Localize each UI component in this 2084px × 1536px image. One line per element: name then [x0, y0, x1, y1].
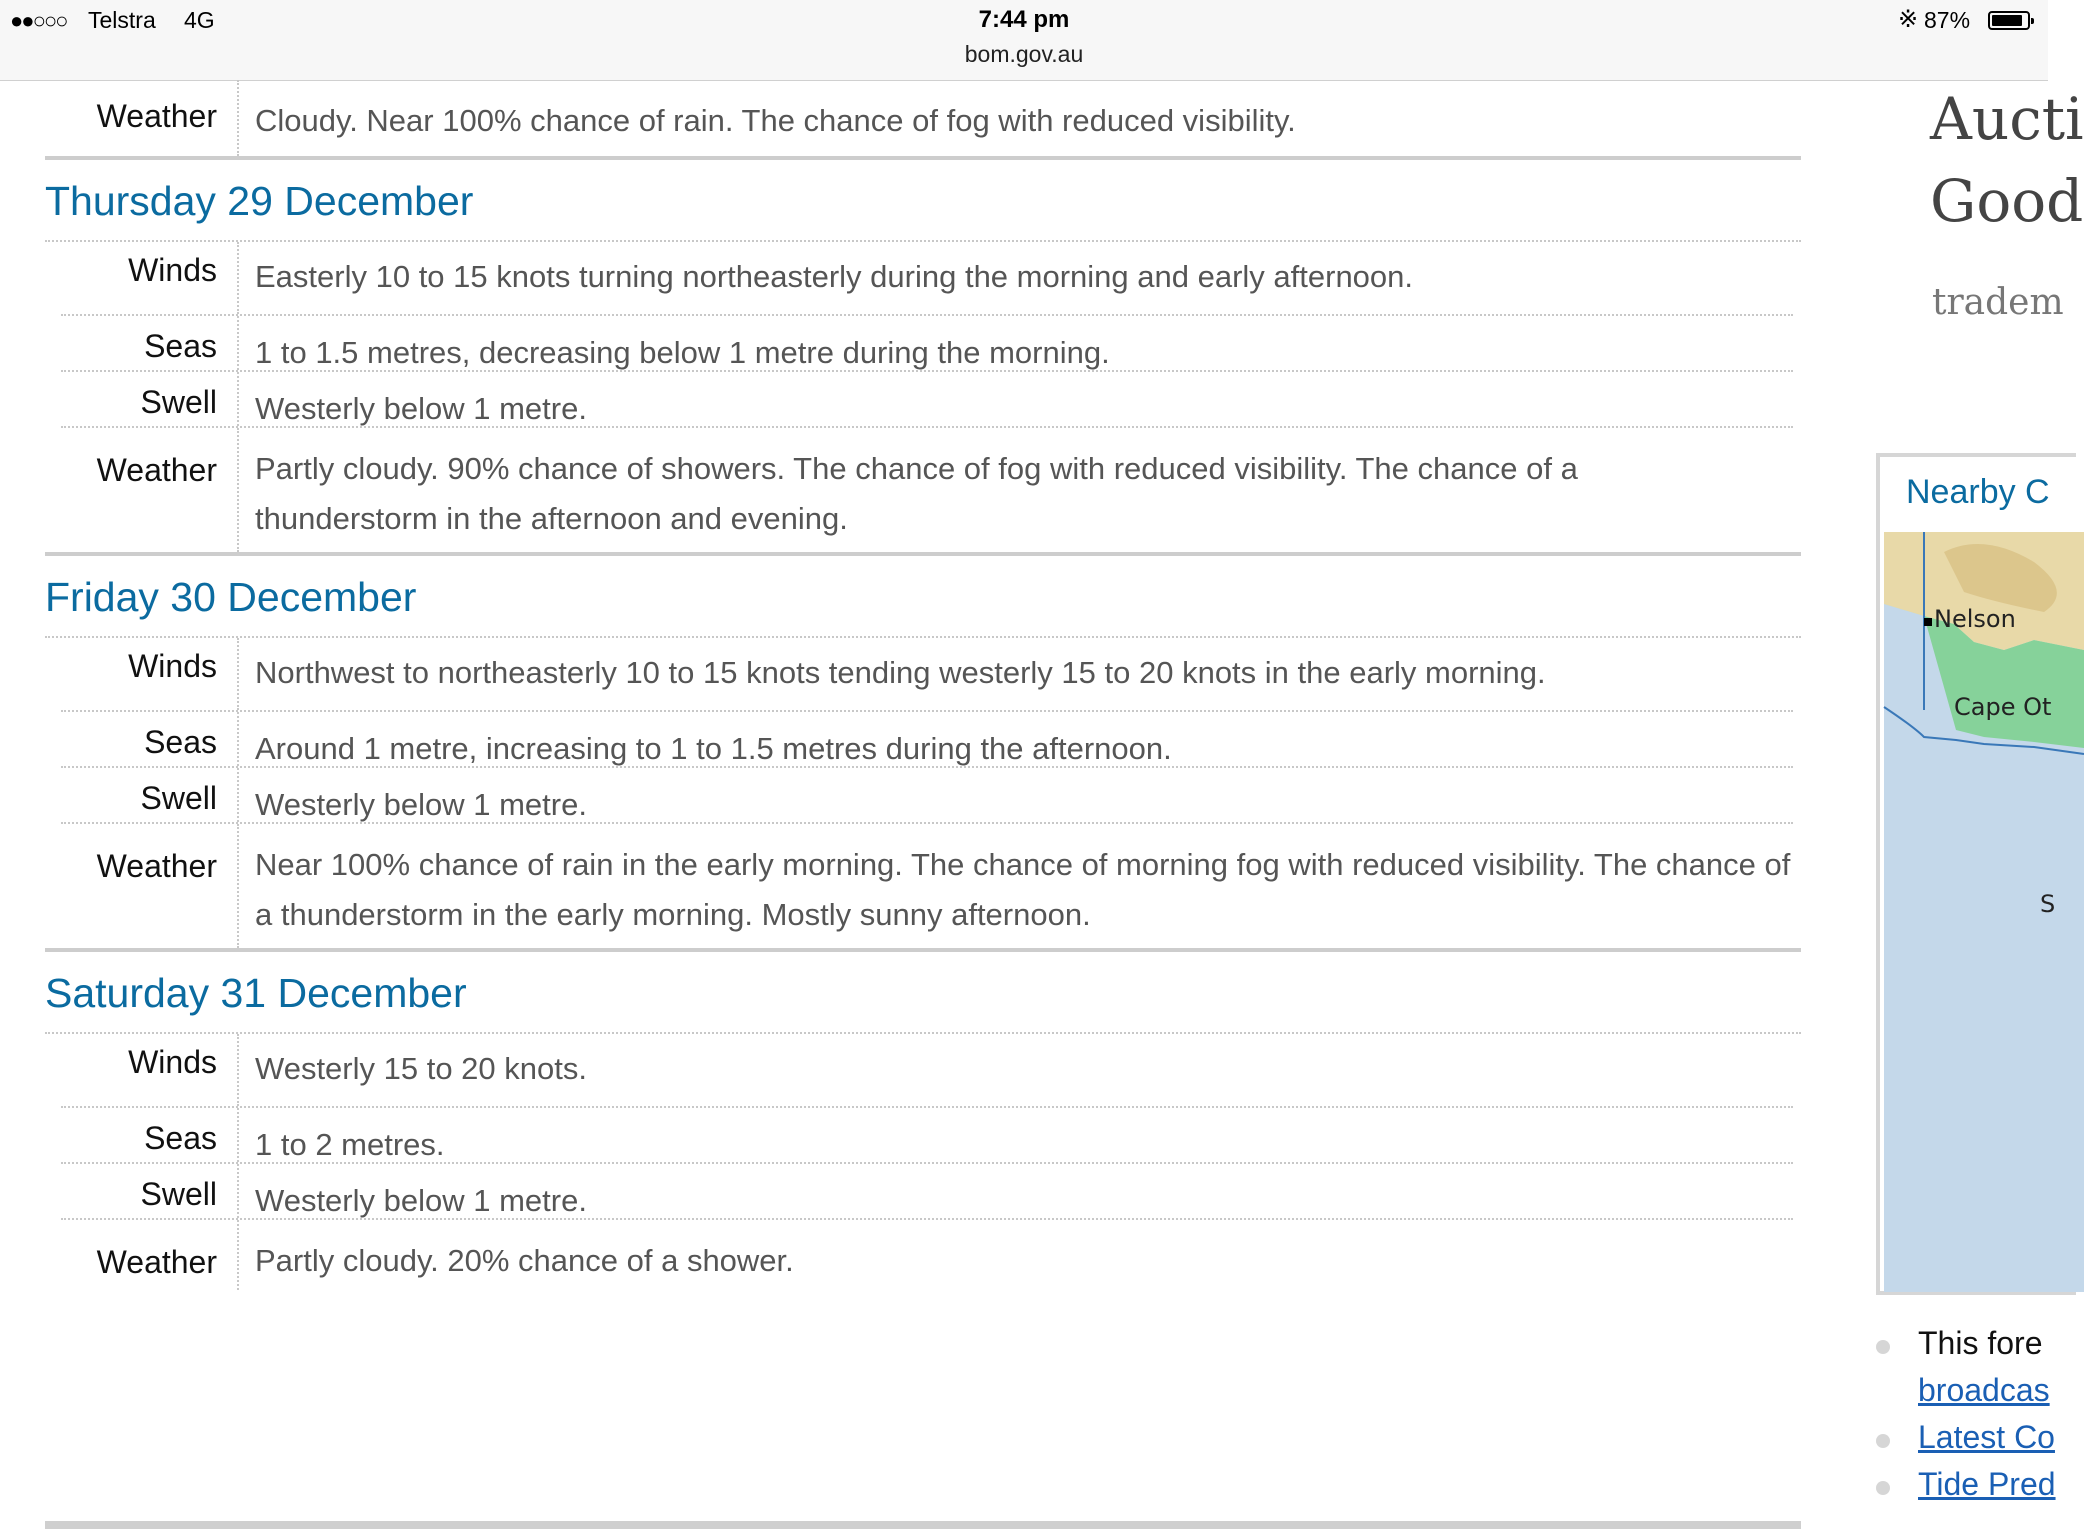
sidebar-heading — [1930, 78, 2084, 242]
list-item — [1876, 1372, 2076, 1419]
swell-label: Swell — [140, 780, 217, 816]
seas-value: Around 1 metre, increasing to 1 to 1.5 metres during the afternoon. — [237, 712, 1793, 766]
status-bar — [0, 0, 2048, 81]
winds-value: Westerly 15 to 20 knots. — [237, 1034, 1793, 1106]
swell-value: Westerly below 1 metre. — [237, 372, 1793, 426]
swell-value: Westerly below 1 metre. — [237, 768, 1793, 822]
clock: 7:44 pm — [978, 6, 1070, 33]
seas-label: Seas — [144, 328, 217, 364]
weather-value: Near 100% chance of rain in the early morning. The chance of morning fog with reduced visibility. The chance of a thunderstorm in the early morning. Mostly sunny afternoon. — [237, 824, 1801, 948]
winds-value: Easterly 10 to 15 knots turning northeasterly during the morning and early afternoon. — [237, 242, 1793, 314]
sidebar-subtitle: tradem — [1932, 282, 2064, 323]
winds-row — [61, 242, 1793, 316]
swell-value: Westerly below 1 metre. — [237, 1164, 1793, 1218]
sidebar-heading-line2: Good — [1930, 167, 2084, 235]
seas-label: Seas — [144, 724, 217, 760]
nearby-coastal-panel — [1876, 453, 2076, 1295]
swell-label: Swell — [140, 384, 217, 420]
row-label: Weather — [96, 98, 217, 134]
day-heading-friday: Friday 30 December — [45, 556, 1801, 638]
broadcast-link[interactable]: broadcas — [1918, 1372, 2050, 1408]
battery-icon — [1988, 11, 2030, 30]
seas-value: 1 to 2 metres. — [237, 1108, 1793, 1162]
list-item-text: This fore — [1918, 1325, 2043, 1361]
bullet-icon — [1876, 1340, 1890, 1354]
winds-value: Northwest to northeasterly 10 to 15 knots tending westerly 15 to 20 knots in the early morning. — [237, 638, 1793, 710]
nearby-panel-title: Nearby C — [1906, 473, 2050, 511]
weather-label: Weather — [96, 1244, 217, 1280]
weather-row — [45, 824, 1801, 948]
winds-row — [61, 1034, 1793, 1108]
weather-value: Partly cloudy. 90% chance of showers. The chance of fog with reduced visibility. The chance of a thunderstorm in the afternoon and evening. — [237, 428, 1801, 552]
swell-label: Swell — [140, 1176, 217, 1212]
seas-row — [61, 712, 1793, 768]
address-bar-url[interactable]: bom.gov.au — [964, 41, 1084, 67]
map-town-marker — [1924, 618, 1932, 626]
map-label-nelson: Nelson — [1934, 605, 2016, 633]
winds-label: Winds — [128, 1044, 217, 1080]
winds-label: Winds — [128, 648, 217, 684]
row-value: Cloudy. Near 100% chance of rain. The chance of fog with reduced visibility. — [237, 80, 1801, 156]
coastal-map[interactable] — [1884, 532, 2084, 1292]
swell-row — [61, 1164, 1793, 1220]
bullet-icon — [1876, 1481, 1890, 1495]
seas-value: 1 to 1.5 metres, decreasing below 1 metre during the morning. — [237, 316, 1793, 370]
swell-row — [61, 768, 1793, 824]
bluetooth-icon: ※ — [1898, 6, 1919, 33]
weather-row — [45, 428, 1801, 552]
weather-row — [45, 1220, 1801, 1290]
latest-coastal-link[interactable]: Latest Co — [1918, 1419, 2055, 1455]
prev-day-weather-row — [45, 80, 1801, 156]
bullet-icon — [1876, 1434, 1890, 1448]
seas-label: Seas — [144, 1120, 217, 1156]
coastal-forecast — [45, 80, 1801, 1290]
winds-row — [61, 638, 1793, 712]
weather-label: Weather — [96, 848, 217, 884]
network-type: 4G — [184, 7, 215, 33]
tide-predictions-link[interactable]: Tide Pred — [1918, 1466, 2056, 1502]
list-item — [1876, 1419, 2076, 1466]
day-heading-saturday: Saturday 31 December — [45, 952, 1801, 1034]
sidebar-heading-line1: Aucti — [1930, 85, 2084, 153]
map-label-s: S — [2040, 890, 2056, 918]
list-item — [1876, 1466, 2076, 1513]
list-item — [1876, 1325, 2076, 1372]
map-label-cape: Cape Ot — [1954, 693, 2052, 721]
seas-row — [61, 1108, 1793, 1164]
coastal-map-graphic — [1884, 532, 2084, 1292]
battery-percent: 87% — [1924, 7, 1971, 33]
weather-value: Partly cloudy. 20% chance of a shower. — [237, 1220, 1801, 1290]
signal-strength-icon: ●●○○○ — [10, 8, 67, 33]
seas-row — [61, 316, 1793, 372]
section-divider — [45, 1521, 1801, 1529]
weather-label: Weather — [96, 452, 217, 488]
carrier-name: Telstra — [88, 7, 156, 33]
day-heading-thursday: Thursday 29 December — [45, 160, 1801, 242]
sidebar-link-list — [1876, 1325, 2076, 1513]
winds-label: Winds — [128, 252, 217, 288]
swell-row — [61, 372, 1793, 428]
